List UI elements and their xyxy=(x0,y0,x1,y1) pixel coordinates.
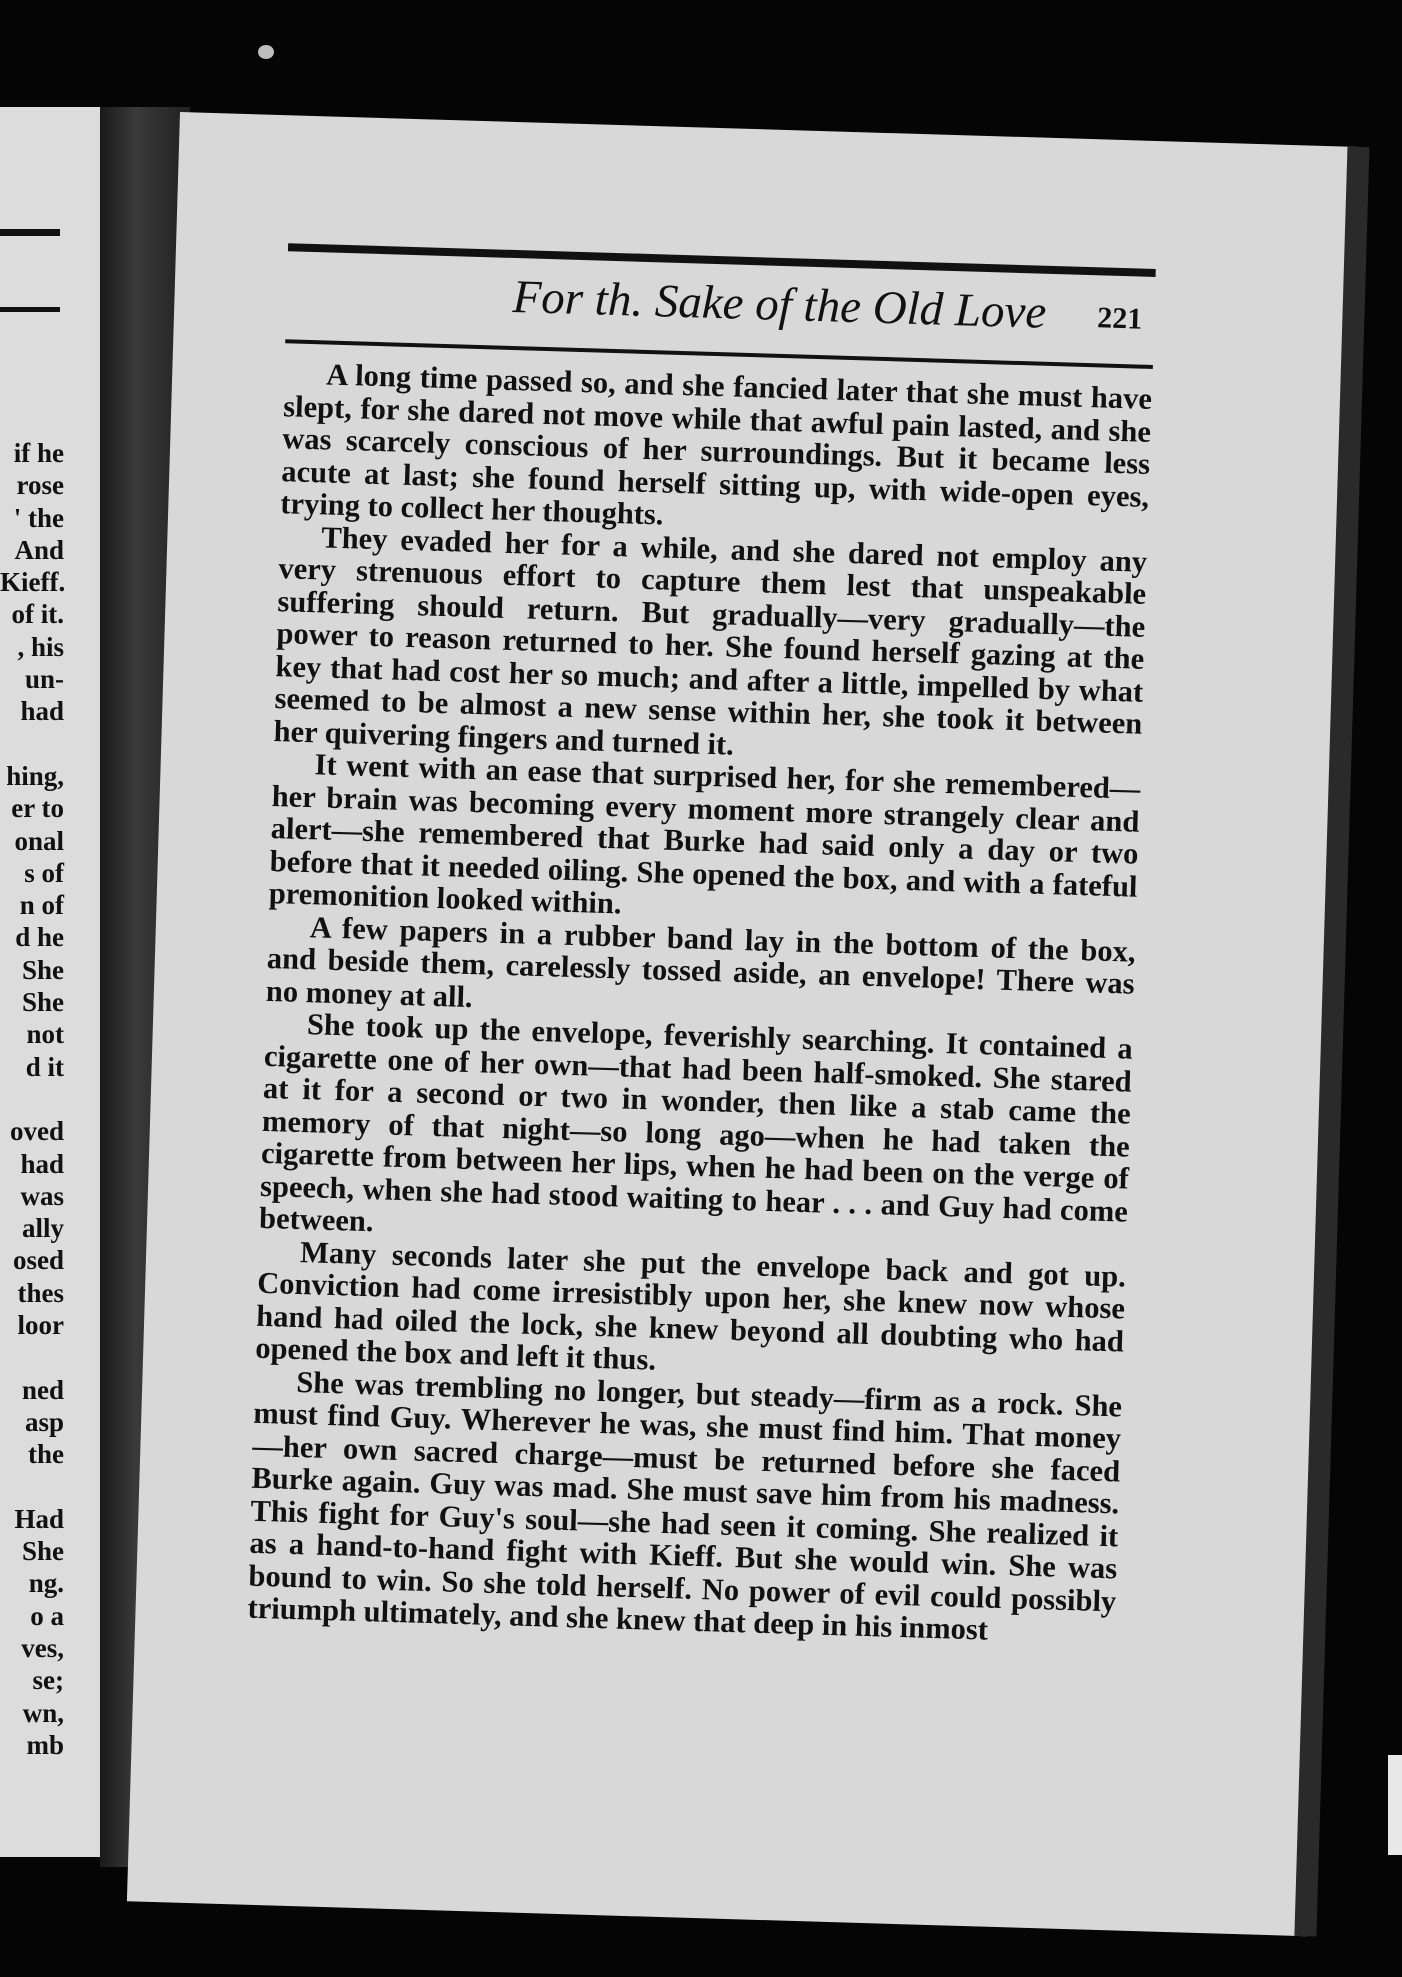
left-fragment-line: d he xyxy=(15,922,64,953)
left-fragment-line: mb xyxy=(26,1729,64,1760)
paragraph: It went with an ease that surprised her, for she remembered—her brain was becoming every moment more strangely clear and alert—she remembered that Burke had said only a day or two before that it needed oiling. She opened the box, and with a fateful premonition looked within. xyxy=(268,747,1141,921)
left-page-rule xyxy=(0,229,60,236)
left-fragment-line xyxy=(0,1341,64,1373)
paragraph: A long time passed so, and she fancied later that she must have slept, for she dared not move while that awful pain lasted, and she was scarcely conscious of her surroundings. But it became less acute at last; she found herself sitting up, with wide-open eyes, trying to collect her thoughts. xyxy=(279,357,1153,532)
right-page xyxy=(127,112,1360,1936)
left-fragment-line xyxy=(0,1083,64,1115)
left-fragment-line: She xyxy=(21,954,64,985)
left-fragment-line: d it xyxy=(25,1051,64,1082)
left-fragment-line: un- xyxy=(24,664,64,695)
left-fragment-line: had xyxy=(20,1148,64,1179)
left-fragment-line: , his xyxy=(17,631,64,662)
paragraph: A few papers in a rubber band lay in the bottom of the box, and beside them, carelessly tossed aside, an envelope! There was no money at all. xyxy=(265,909,1137,1014)
left-fragment-line: wn, xyxy=(22,1697,64,1728)
left-fragment-line: thes xyxy=(17,1277,64,1308)
left-fragment-line: ves, xyxy=(21,1632,64,1663)
paragraph: She was trembling no longer, but steady—firm as a rock. She must find Guy. Wherever he was, she must find him. That money—her own sacred charge—must be returned before she faced Burke again. Guy was mad. She must save him from his madness. This fight for Guy's soul—she had seen it coming. She realized it as a hand-to-hand fight with Kieff. But she would win. She was bound to win. So she told herself. No power of evil could possibly triumph ultimately, and she knew that deep in his inmost xyxy=(247,1364,1123,1647)
left-fragment-line: rose xyxy=(16,470,64,501)
left-fragment-line xyxy=(0,1471,64,1503)
page-edge-shadow xyxy=(1294,147,1369,1937)
left-fragment-line: of it. xyxy=(11,599,64,630)
left-fragment-line: hing, xyxy=(6,760,64,791)
dust-speck xyxy=(258,45,274,59)
left-fragment-line: ned xyxy=(21,1374,64,1405)
left-fragment-line: if he xyxy=(13,438,64,468)
body-text xyxy=(247,357,1152,1650)
running-title: For th. Sake of the Old Love xyxy=(511,270,1048,339)
left-page-text-fragments xyxy=(0,437,64,1761)
left-fragment-line: o a xyxy=(30,1600,64,1631)
left-fragment-line xyxy=(0,728,64,760)
left-fragment-line: loor xyxy=(17,1310,64,1341)
left-fragment-line: had xyxy=(20,696,64,727)
left-page-rule xyxy=(0,307,60,312)
left-fragment-line: s of xyxy=(24,857,64,888)
left-fragment-line: And xyxy=(14,534,64,565)
left-fragment-line: er to xyxy=(11,793,64,824)
left-fragment-line: She xyxy=(21,1536,64,1567)
paragraph: They evaded her for a while, and she dared not employ any very strenuous effort to capture them lest that unspeakable suffering should return. But gradually—very gradually—the power to reason returned to her. She found herself gazing at the key that had cost her so much; and after a little, impelled by what seemed to be almost a new sense within her, she took it between her quivering fingers and turned it. xyxy=(273,519,1148,762)
paragraph: Many seconds later she put the envelope back and got up. Conviction had come irresistibly upon her, she knew now whose hand had oiled the lock, she knew beyond all doubting who had opened the box and left it thus. xyxy=(254,1234,1127,1377)
left-fragment-line: ally xyxy=(21,1213,64,1244)
page-number: 221 xyxy=(1096,301,1143,336)
left-fragment-line: not xyxy=(26,1019,64,1050)
left-fragment-line: n of xyxy=(19,890,64,921)
left-fragment-line: Had xyxy=(14,1503,64,1534)
left-fragment-line: ng. xyxy=(28,1568,64,1599)
left-fragment-line: asp xyxy=(24,1406,64,1437)
left-fragment-line: se; xyxy=(32,1665,64,1696)
left-fragment-line: Kieff. xyxy=(0,567,66,598)
left-fragment-line: She xyxy=(21,987,64,1018)
left-fragment-line: oved xyxy=(10,1116,64,1147)
left-fragment-line: ' the xyxy=(13,502,64,533)
paragraph: She took up the envelope, feverishly searching. It contained a cigarette one of her own—that had been half-smoked. She stared at it for a second or two in wonder, then like a stab came the memory of that night—so long ago—when he had taken the cigarette from between her lips, when he had been on the verge of speech, when she had stood waiting to hear . . . and Guy had come between. xyxy=(258,1007,1134,1239)
left-fragment-line: was xyxy=(20,1180,64,1211)
left-fragment-line: osed xyxy=(12,1245,64,1276)
scan-edge-artifact xyxy=(1388,1755,1402,1855)
left-fragment-line: onal xyxy=(14,825,64,856)
left-fragment-line: the xyxy=(28,1439,64,1470)
